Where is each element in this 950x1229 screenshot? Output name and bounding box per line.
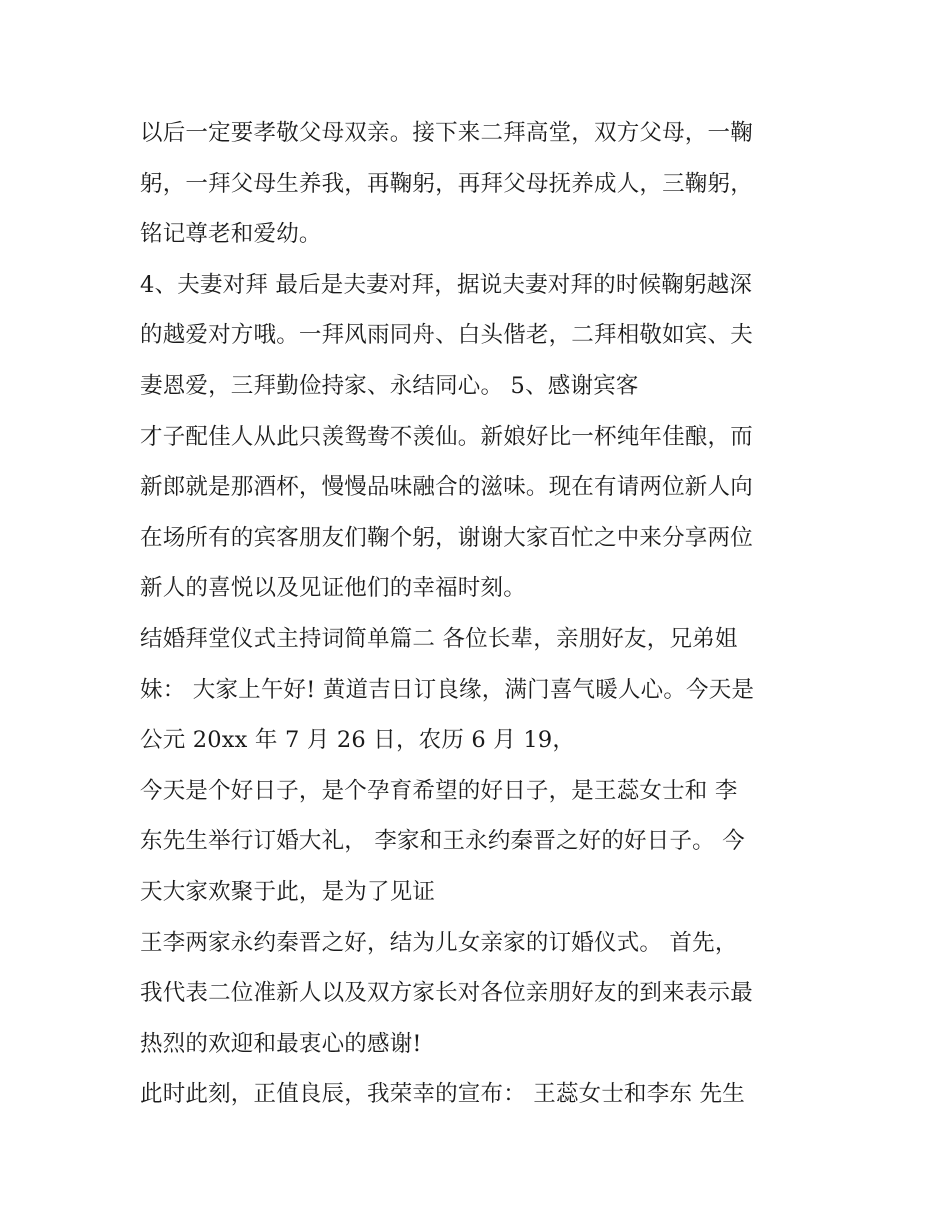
text-line: 妻恩爱，三拜勤俭持家、永结同心。 5、感谢宾客 bbox=[140, 372, 639, 399]
document-body bbox=[140, 108, 820, 1120]
text-line: 我代表二位准新人以及双方家长对各位亲朋好友的到来表示最 bbox=[140, 980, 753, 1007]
text-line: 今天是个好日子，是个孕育希望的好日子，是王蕊女士和 李 bbox=[140, 777, 738, 804]
text-line: 才子配佳人从此只羡鸳鸯不羡仙。新娘好比一杯纯年佳酿，而 bbox=[140, 423, 753, 450]
text-line: 新郎就是那酒杯，慢慢品味融合的滋味。现在有请两位新人向 bbox=[140, 474, 753, 501]
text-line: 此时此刻，正值良辰，我荣幸的宣布： 王蕊女士和李东 先生 bbox=[140, 1081, 745, 1108]
text-line: 在场所有的宾客朋友们鞠个躬，谢谢大家百忙之中来分享两位 bbox=[140, 524, 753, 551]
text-line: 公元 20xx 年 7 月 26 日，农历 6 月 19， bbox=[140, 727, 576, 754]
text-line: 4、夫妻对拜 最后是夫妻对拜，据说夫妻对拜的时候鞠躬越深 bbox=[140, 271, 753, 298]
text-line: 新人的喜悦以及见证他们的幸福时刻。 bbox=[140, 575, 526, 602]
text-line: 的越爱对方哦。一拜风雨同舟、白头偕老，二拜相敬如宾、夫 bbox=[140, 322, 753, 349]
text-line: 热烈的欢迎和最衷心的感谢! bbox=[140, 1030, 422, 1057]
text-line: 天大家欢聚于此，是为了见证 bbox=[140, 878, 436, 905]
text-line: 结婚拜堂仪式主持词简单篇二 各位长辈，亲朋好友，兄弟姐 bbox=[140, 625, 738, 652]
text-line: 躬，一拜父母生养我，再鞠躬，再拜父母抚养成人，三鞠躬， bbox=[140, 170, 753, 197]
text-line: 妹： 大家上午好! 黄道吉日订良缘，满门喜气暖人心。今天是 bbox=[140, 676, 755, 703]
text-line: 王李两家永约秦晋之好，结为儿女亲家的订婚仪式。 首先， bbox=[140, 929, 738, 956]
text-line: 铭记尊老和爱幼。 bbox=[140, 221, 322, 248]
text-line: 东先生举行订婚大礼， 李家和王永约秦晋之好的好日子。 今 bbox=[140, 828, 745, 855]
text-line: 以后一定要孝敬父母双亲。接下来二拜高堂，双方父母，一鞠 bbox=[140, 120, 753, 146]
